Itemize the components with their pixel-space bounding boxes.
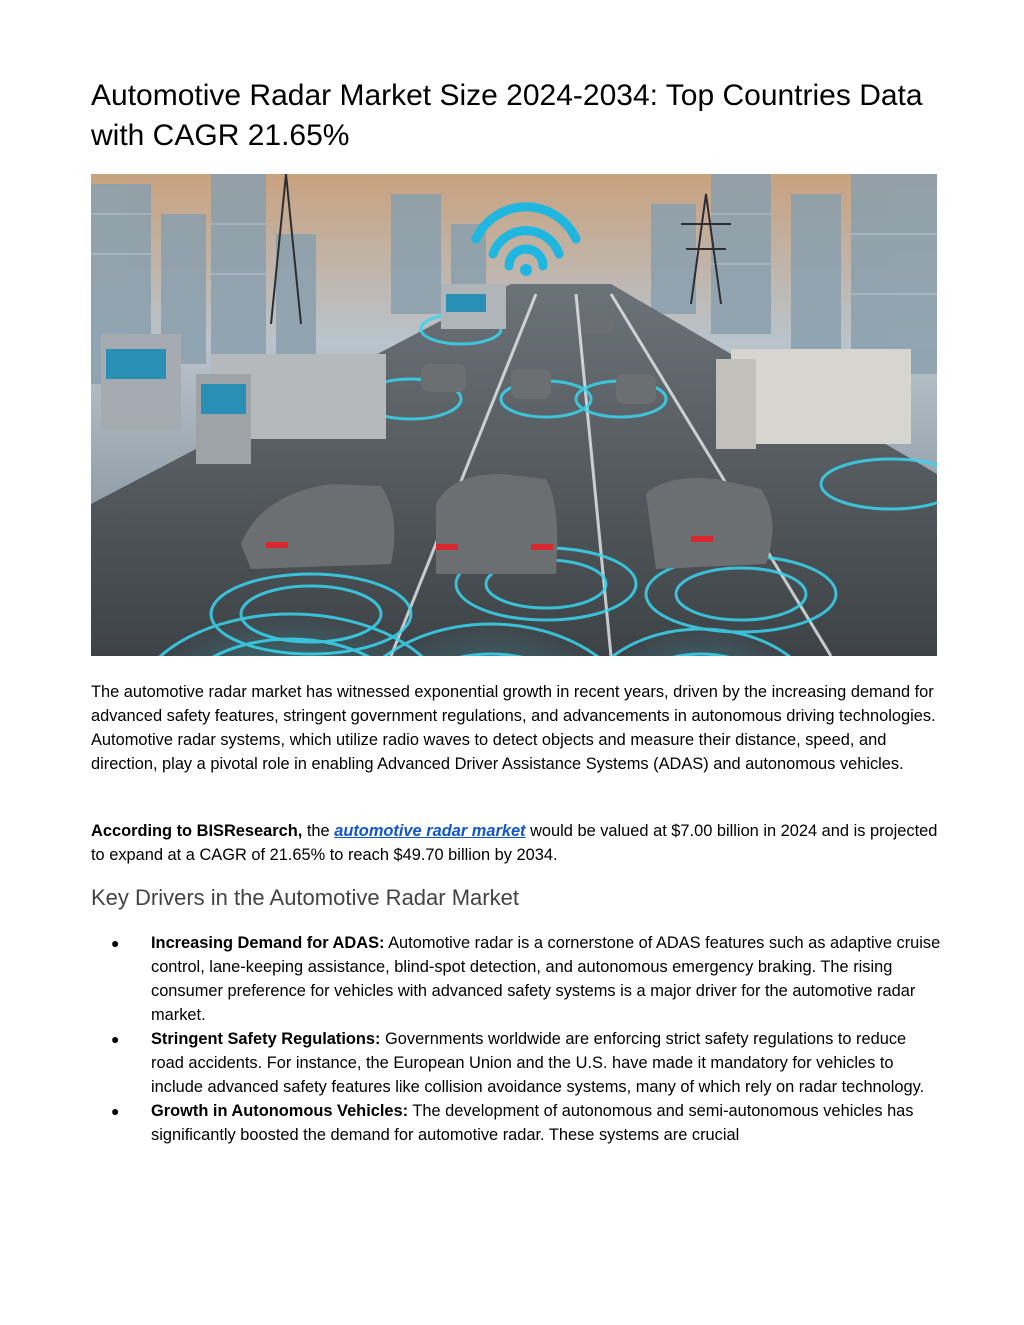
- market-size-paragraph: [91, 819, 941, 867]
- driver-text: The development of autonomous and semi-autonomous vehicles has significantly boosted the demand for automotive radar. These systems are crucial: [151, 1102, 914, 1144]
- driver-text: Automotive radar is a cornerstone of ADAS features such as adaptive cruise control, lane-keeping assistance, blind-spot detection, and autonomous emergency braking. The rising consumer preference for vehicles with advanced safety systems is a major driver for the automotive radar market.: [151, 934, 941, 1024]
- intro-paragraph: The automotive radar market has witnessed exponential growth in recent years, driven by the increasing demand for advanced safety features, stringent government regulations, and advancements in autonomous driving technologies. Automotive radar systems, which utilize radio waves to detect objects and measure their distance, speed, and direction, play a pivotal role in enabling Advanced Driver Assistance Systems (ADAS) and autonomous vehicles.: [91, 683, 936, 773]
- driver-label: Increasing Demand for ADAS:: [151, 934, 385, 952]
- list-item: [91, 931, 941, 1027]
- drivers-list: [91, 931, 941, 1147]
- list-item: [91, 1099, 941, 1147]
- section-heading: Key Drivers in the Automotive Radar Market: [91, 885, 519, 910]
- radar-traffic-illustration-icon: [91, 174, 937, 656]
- driver-label: Growth in Autonomous Vehicles:: [151, 1102, 409, 1120]
- page-title: Automotive Radar Market Size 2024-2034: Top Countries Data with CAGR 21.65%: [91, 79, 923, 152]
- driver-text: Governments worldwide are enforcing strict safety regulations to reduce road accidents. For instance, the European Union and the U.S. have made it mandatory for vehicles to include advanced safety features like collision avoidance systems, many of which rely on radar technology.: [151, 1030, 925, 1096]
- hero-image: [91, 174, 937, 656]
- source-post-link: would be valued at $7.00 billion in 2024 and is projected to expand at a CAGR of 21.65% to reach $49.70 billion by 2034.: [91, 822, 938, 864]
- bullet-icon: ●: [111, 1103, 120, 1119]
- bullet-icon: ●: [111, 935, 120, 951]
- automotive-radar-market-link[interactable]: automotive radar market: [334, 822, 526, 840]
- driver-label: Stringent Safety Regulations:: [151, 1030, 381, 1048]
- source-lead: According to BISResearch,: [91, 822, 303, 840]
- list-item: [91, 1027, 941, 1099]
- bullet-icon: ●: [111, 1031, 120, 1047]
- source-pre-link: the: [302, 822, 335, 840]
